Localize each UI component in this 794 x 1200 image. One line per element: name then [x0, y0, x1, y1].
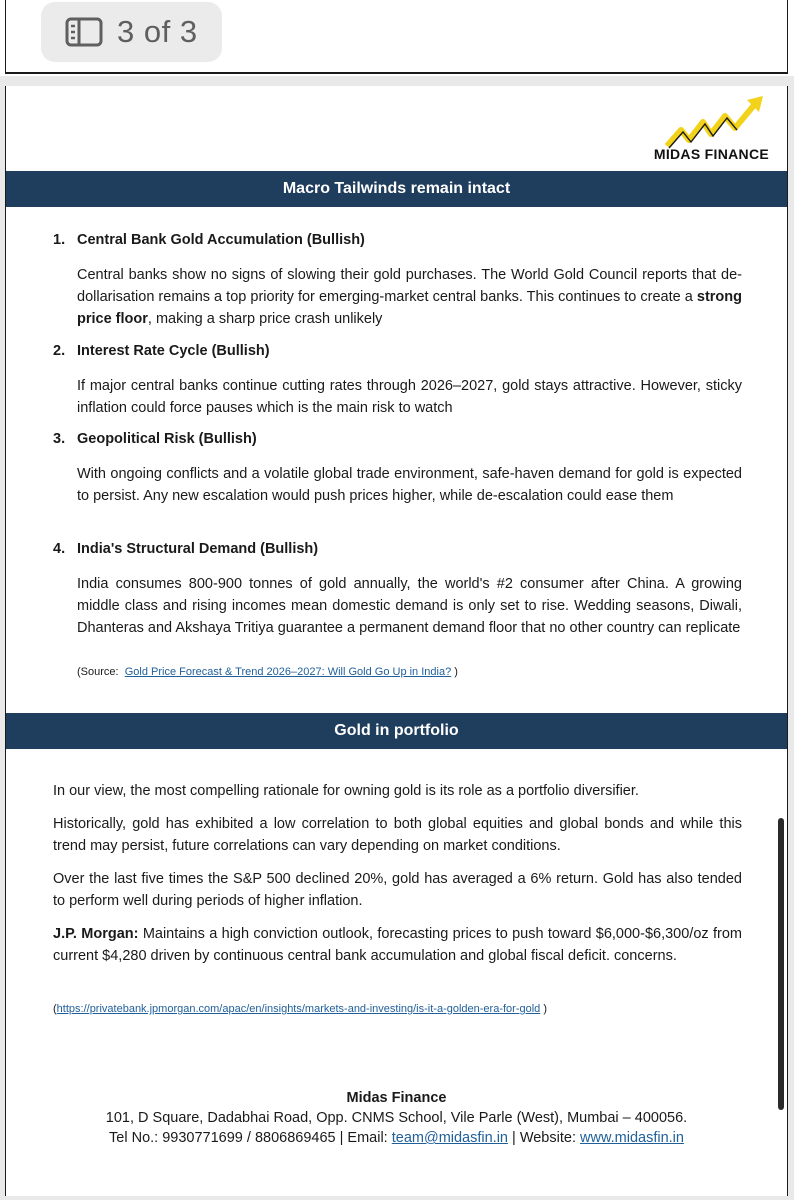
item-heading-text: Central Bank Gold Accumulation (Bullish) [77, 232, 365, 248]
item-body-text: Central banks show no signs of slowing their gold purchases. The World Gold Council reports that de-dollarisation remains a top priority for emerging-market central banks. This continues to create a [77, 267, 742, 305]
footer-website-link[interactable]: www.midasfin.in [580, 1130, 684, 1146]
item-heading-2 [53, 343, 270, 359]
jpmorgan-label: J.P. Morgan: [53, 926, 139, 942]
source-suffix: ) [454, 666, 458, 678]
item-body-text-end: , making a sharp price crash unlikely [147, 311, 383, 327]
jpmorgan-para [53, 923, 742, 967]
jpmorgan-reference [53, 1003, 547, 1015]
item-heading-3 [53, 431, 257, 447]
source-link[interactable]: Gold Price Forecast & Trend 2026–2027: Will Gold Go Up in India? [124, 666, 452, 678]
footer-firm: Midas Finance [346, 1090, 447, 1106]
footer-email-link[interactable]: team@midasfin.in [391, 1130, 508, 1146]
item-body-3: With ongoing conflicts and a volatile global trade environment, safe-haven demand for gold is expected to persist. Any new escalation would push prices higher, while de-escalation could ease them [77, 466, 742, 504]
item-number: 3. [53, 431, 66, 447]
portfolio-para-1: In our view, the most compelling rationale for owning gold is its role as a portfolio diversifier. [53, 783, 639, 799]
portfolio-para-2: Historically, gold has exhibited a low correlation to both global equities and global bonds and while this trend may persist, future correlations can vary depending on market conditions. [53, 816, 742, 854]
source-prefix: (Source: [77, 666, 119, 678]
source-citation [77, 665, 458, 679]
footer-contact [6, 1128, 787, 1148]
link-open: ( [53, 1003, 57, 1015]
link-close: ) [540, 1003, 548, 1015]
page-indicator[interactable] [41, 2, 222, 62]
item-heading-text: India's Structural Demand (Bullish) [77, 541, 319, 557]
scrollbar[interactable] [778, 818, 784, 1110]
item-body-bold: strong price floor [77, 289, 742, 327]
sidebar-icon [65, 17, 103, 47]
item-body-4: India consumes 800-900 tonnes of gold annually, the world's #2 consumer after China. A growing middle class and rising incomes mean domestic demand is only set to rise. Wedding seasons, Diwali, Dhanteras and Akshaya Tritiya guarantee a permanent demand floor that no other country can replicate [77, 576, 742, 636]
footer-website-label: | Website: [508, 1130, 580, 1146]
section-title-portfolio: Gold in portfolio [6, 713, 787, 749]
item-number: 4. [53, 541, 66, 557]
jpmorgan-text: Maintains a high conviction outlook, forecasting prices to push toward $6,000-$6,300/oz from current $4,280 driven by continuous central bank accumulation and global fiscal deficit. concerns. [53, 926, 742, 964]
item-body-1 [77, 264, 742, 330]
item-number: 1. [53, 232, 66, 248]
viewer-toolbar [0, 0, 794, 76]
item-heading-1 [53, 232, 365, 248]
jpmorgan-link[interactable]: https://privatebank.jpmorgan.com/apac/en/insights/markets-and-investing/is-it-a-golden-era-for-gold [56, 1003, 541, 1015]
item-heading-4 [53, 541, 318, 557]
portfolio-para-3: Over the last five times the S&P 500 declined 20%, gold has averaged a 6% return. Gold has also tended to perform well during periods of higher inflation. [53, 871, 742, 909]
section-title-macro: Macro Tailwinds remain intact [6, 171, 787, 207]
item-heading-text: Geopolitical Risk (Bullish) [77, 431, 257, 447]
item-body-2: If major central banks continue cutting rates through 2026–2027, gold stays attractive. However, sticky inflation could force pauses which is the main risk to watch [77, 378, 742, 416]
footer-address: 101, D Square, Dadabhai Road, Opp. CNMS School, Vile Parle (West), Mumbai – 400056. [105, 1110, 688, 1126]
logo-wordmark: MIDAS FINANCE [653, 146, 769, 162]
item-number: 2. [53, 343, 66, 359]
document-page [5, 86, 788, 1196]
page-indicator-text: 3 of 3 [117, 14, 198, 49]
footer-tel: Tel No.: 9930771699 / 8806869465 | Email: [109, 1130, 392, 1146]
footer [6, 1088, 787, 1148]
item-heading-text: Interest Rate Cycle (Bullish) [77, 343, 270, 359]
